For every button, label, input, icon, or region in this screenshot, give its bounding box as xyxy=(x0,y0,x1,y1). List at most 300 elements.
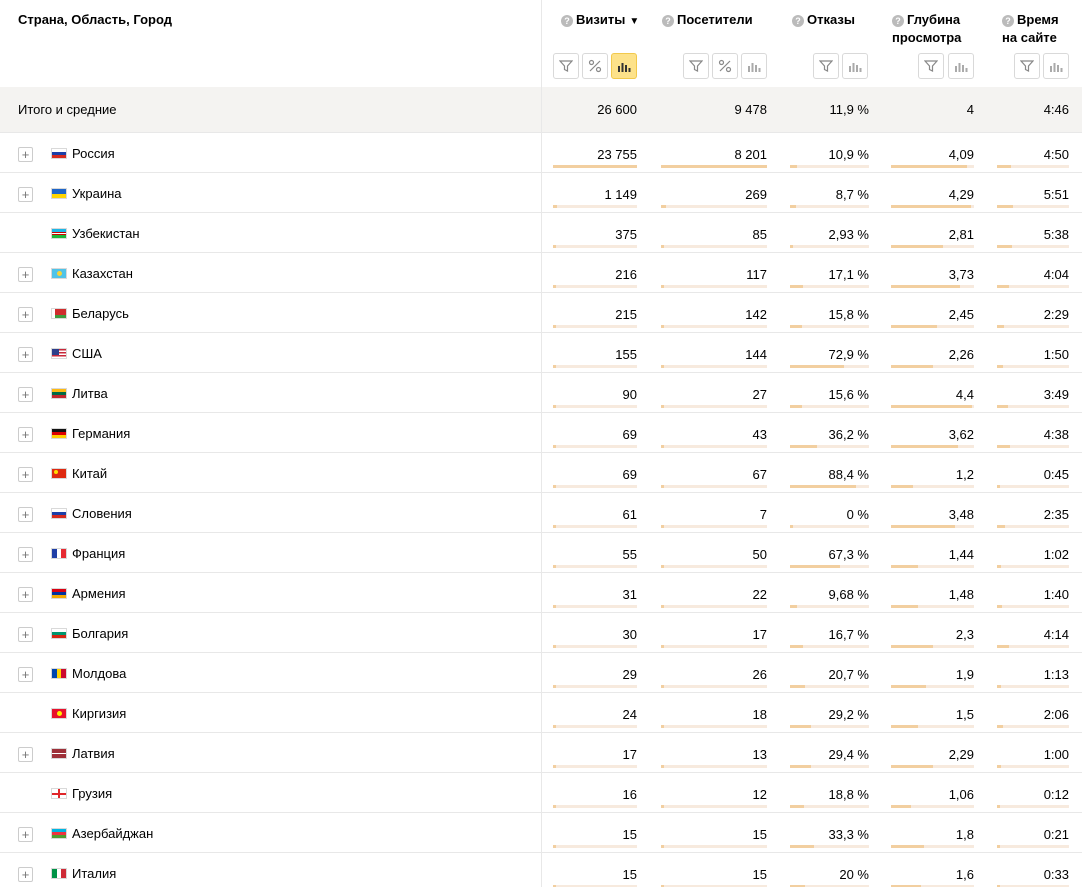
bar-chart-icon xyxy=(747,59,761,73)
bounce-value: 15,8 % xyxy=(828,307,869,322)
bounce-bar xyxy=(790,325,869,328)
visits-value: 1 149 xyxy=(604,187,637,202)
time-bar xyxy=(997,605,1069,608)
visitors-value: 43 xyxy=(752,427,767,442)
bounce-value: 17,1 % xyxy=(828,267,869,282)
time-bar-fill xyxy=(997,365,1003,368)
expand-icon[interactable]: + xyxy=(18,547,33,562)
bounce-bar-fill xyxy=(790,605,797,608)
depth-value: 3,48 xyxy=(948,507,974,522)
time-value: 5:38 xyxy=(1043,227,1069,242)
totals-visits: 26 600 xyxy=(597,102,637,117)
bounce-value: 29,2 % xyxy=(828,707,869,722)
time-value: 2:06 xyxy=(1043,707,1069,722)
depth-bar-fill xyxy=(891,685,926,688)
expand-icon[interactable]: + xyxy=(18,187,33,202)
visitors-value: 17 xyxy=(752,627,767,642)
bounce-bar xyxy=(790,605,869,608)
bounce-value: 16,7 % xyxy=(828,627,869,642)
depth-bar xyxy=(891,685,974,688)
visits-bar xyxy=(553,165,637,168)
time-bar-fill xyxy=(997,725,1003,728)
depth-bar-fill xyxy=(891,525,955,528)
country-name[interactable]: Узбекистан xyxy=(72,226,140,241)
bounce-header[interactable]: ? Отказы xyxy=(792,11,855,29)
totals-label: Итого и средние xyxy=(18,102,117,117)
expand-icon[interactable]: + xyxy=(18,587,33,602)
visits-value: 15 xyxy=(622,867,637,882)
bounce-bar-fill xyxy=(790,725,811,728)
flag-icon xyxy=(51,348,67,359)
visitors-bar xyxy=(661,165,767,168)
depth-bar xyxy=(891,605,974,608)
time-bar-fill xyxy=(997,285,1009,288)
bounce-bar xyxy=(790,405,869,408)
bar-chart-icon xyxy=(848,59,862,73)
visits-value: 215 xyxy=(615,307,637,322)
visits-bar-fill xyxy=(553,645,556,648)
time-bar-fill xyxy=(997,525,1005,528)
depth-bar-fill xyxy=(891,245,943,248)
depth-bar xyxy=(891,485,974,488)
bounce-bar xyxy=(790,645,869,648)
expand-icon[interactable]: + xyxy=(18,627,33,642)
depth-bar xyxy=(891,845,974,848)
visits-value: 23 755 xyxy=(597,147,637,162)
visits-value: 29 xyxy=(622,667,637,682)
depth-bar xyxy=(891,365,974,368)
bounce-value: 33,3 % xyxy=(828,827,869,842)
depth-header[interactable]: ? Глубина просмотра xyxy=(892,12,962,45)
flag-icon xyxy=(51,428,67,439)
time-bar-fill xyxy=(997,405,1008,408)
bounce-value: 67,3 % xyxy=(828,547,869,562)
time-value: 1:40 xyxy=(1043,587,1069,602)
visitors-value: 144 xyxy=(745,347,767,362)
depth-value: 1,9 xyxy=(955,667,974,682)
depth-bar-fill xyxy=(891,205,971,208)
depth-bar-fill xyxy=(891,725,918,728)
help-icon[interactable]: ? xyxy=(792,15,804,27)
flag-icon xyxy=(51,228,67,239)
visits-bar xyxy=(553,325,637,328)
visitors-bar xyxy=(661,845,767,848)
filter-icon xyxy=(559,59,573,73)
expand-icon[interactable]: + xyxy=(18,867,33,882)
country-name[interactable]: Словения xyxy=(72,506,132,521)
visitors-bar-fill xyxy=(661,325,664,328)
country-name[interactable]: Китай xyxy=(72,466,108,481)
percent-icon xyxy=(588,59,602,73)
dimension-header[interactable]: Страна, Область, Город xyxy=(18,12,172,27)
time-bar xyxy=(997,325,1069,328)
flag-icon xyxy=(51,148,67,159)
time-bar-fill xyxy=(997,605,1002,608)
time-bar-fill xyxy=(997,485,1000,488)
time-bar-fill xyxy=(997,805,1000,808)
visits-value: 69 xyxy=(622,427,637,442)
time-bar-fill xyxy=(997,645,1009,648)
country-name[interactable]: США xyxy=(72,346,102,361)
bounce-bar-fill xyxy=(790,485,856,488)
visits-value: 30 xyxy=(622,627,637,642)
visitors-value: 26 xyxy=(752,667,767,682)
visits-bar-fill xyxy=(553,685,556,688)
time-bar-fill xyxy=(997,445,1010,448)
time-value: 2:29 xyxy=(1043,307,1069,322)
help-icon[interactable]: ? xyxy=(662,15,674,27)
bounce-value: 8,7 % xyxy=(835,187,869,202)
bar-chart-icon xyxy=(1049,59,1063,73)
visits-bar-fill xyxy=(553,165,637,168)
depth-value: 4,09 xyxy=(948,147,974,162)
column-divider xyxy=(541,0,542,887)
visitors-bar xyxy=(661,445,767,448)
time-bar xyxy=(997,485,1069,488)
visitors-percent-button[interactable] xyxy=(712,53,738,79)
visitors-bar-fill xyxy=(661,205,666,208)
visits-bar-fill xyxy=(553,405,556,408)
expand-icon[interactable]: + xyxy=(18,747,33,762)
visits-bar xyxy=(553,365,637,368)
depth-bar-fill xyxy=(891,765,933,768)
depth-bar xyxy=(891,325,974,328)
bounce-bar xyxy=(790,845,869,848)
visits-value: 31 xyxy=(622,587,637,602)
depth-value: 1,06 xyxy=(948,787,974,802)
expand-icon[interactable]: + xyxy=(18,267,33,282)
visits-bar-fill xyxy=(553,605,556,608)
visitors-value: 50 xyxy=(752,547,767,562)
visits-value: 55 xyxy=(622,547,637,562)
visitors-bar-fill xyxy=(661,485,664,488)
visits-filter-button[interactable] xyxy=(553,53,579,79)
country-name[interactable]: Армения xyxy=(72,586,126,601)
flag-icon xyxy=(51,828,67,839)
visitors-value: 15 xyxy=(752,827,767,842)
visits-bar-fill xyxy=(553,245,556,248)
depth-bar-fill xyxy=(891,645,933,648)
country-name[interactable]: Германия xyxy=(72,426,131,441)
country-name[interactable]: Беларусь xyxy=(72,306,129,321)
country-name[interactable]: Латвия xyxy=(72,746,115,761)
expand-icon[interactable]: + xyxy=(18,147,33,162)
bounce-bar xyxy=(790,365,869,368)
flag-icon xyxy=(51,388,67,399)
depth-value: 4,29 xyxy=(948,187,974,202)
depth-value: 2,45 xyxy=(948,307,974,322)
time-bar xyxy=(997,845,1069,848)
country-name[interactable]: Молдова xyxy=(72,666,127,681)
visits-bar xyxy=(553,445,637,448)
visitors-value: 269 xyxy=(745,187,767,202)
flag-icon xyxy=(51,788,67,799)
flag-icon xyxy=(51,268,67,279)
depth-value: 4,4 xyxy=(955,387,974,402)
country-name[interactable]: Казахстан xyxy=(72,266,133,281)
visitors-value: 22 xyxy=(752,587,767,602)
depth-value: 3,73 xyxy=(948,267,974,282)
visits-header[interactable]: ? Визиты ▼ xyxy=(561,11,639,31)
flag-icon xyxy=(51,668,67,679)
visitors-bar xyxy=(661,685,767,688)
visits-bar xyxy=(553,645,637,648)
time-bar-fill xyxy=(997,325,1004,328)
depth-value: 2,81 xyxy=(948,227,974,242)
time-value: 0:45 xyxy=(1043,467,1069,482)
bounce-value: 9,68 % xyxy=(828,587,869,602)
visits-bar-fill xyxy=(553,485,556,488)
visits-percent-button[interactable] xyxy=(582,53,608,79)
bounce-bar xyxy=(790,245,869,248)
visits-bars-button[interactable] xyxy=(611,53,637,79)
visits-bar-fill xyxy=(553,805,556,808)
visits-bar xyxy=(553,285,637,288)
visitors-bar xyxy=(661,205,767,208)
flag-icon xyxy=(51,628,67,639)
bounce-bar xyxy=(790,765,869,768)
country-name[interactable]: Азербайджан xyxy=(72,826,154,841)
visits-bar-fill xyxy=(553,525,556,528)
depth-bar-fill xyxy=(891,565,918,568)
visitors-filter-button[interactable] xyxy=(683,53,709,79)
depth-bar-fill xyxy=(891,325,937,328)
flag-icon xyxy=(51,308,67,319)
expand-icon[interactable]: + xyxy=(18,387,33,402)
time-header[interactable]: ? Время на сайте xyxy=(1002,12,1059,45)
sort-desc-icon: ▼ xyxy=(629,16,640,27)
visitors-value: 13 xyxy=(752,747,767,762)
time-filter-button[interactable] xyxy=(1014,53,1040,79)
expand-icon[interactable]: + xyxy=(18,307,33,322)
time-bar-fill xyxy=(997,165,1011,168)
expand-icon[interactable]: + xyxy=(18,347,33,362)
visits-bar xyxy=(553,765,637,768)
bounce-bar-fill xyxy=(790,845,814,848)
depth-value: 1,5 xyxy=(955,707,974,722)
flag-icon xyxy=(51,708,67,719)
country-name[interactable]: Россия xyxy=(72,146,115,161)
country-name[interactable]: Грузия xyxy=(72,786,113,801)
time-value: 1:00 xyxy=(1043,747,1069,762)
depth-bar-fill xyxy=(891,845,924,848)
visitors-bar xyxy=(661,645,767,648)
visitors-bar-fill xyxy=(661,445,664,448)
bounce-bar-fill xyxy=(790,565,840,568)
totals-time: 4:46 xyxy=(1043,102,1069,117)
visits-bar xyxy=(553,485,637,488)
bounce-bar xyxy=(790,725,869,728)
visitors-bar xyxy=(661,765,767,768)
time-bar xyxy=(997,645,1069,648)
country-name[interactable]: Болгария xyxy=(72,626,129,641)
visitors-header[interactable]: ? Посетители xyxy=(662,11,753,29)
time-value: 2:35 xyxy=(1043,507,1069,522)
visits-bar xyxy=(553,245,637,248)
visits-bar xyxy=(553,205,637,208)
depth-value: 1,2 xyxy=(955,467,974,482)
bounce-bar-fill xyxy=(790,245,793,248)
visitors-bar-fill xyxy=(661,565,664,568)
bounce-bar xyxy=(790,485,869,488)
country-name[interactable]: Киргизия xyxy=(72,706,127,721)
depth-bar xyxy=(891,805,974,808)
visitors-bar-fill xyxy=(661,685,664,688)
visits-bar xyxy=(553,725,637,728)
visits-bar xyxy=(553,525,637,528)
visitors-value: 12 xyxy=(752,787,767,802)
visitors-value: 8 201 xyxy=(734,147,767,162)
country-name[interactable]: Италия xyxy=(72,866,117,881)
visits-bar-fill xyxy=(553,725,556,728)
visitors-value: 27 xyxy=(752,387,767,402)
bar-chart-icon xyxy=(617,59,631,73)
visitors-bar-fill xyxy=(661,285,664,288)
totals-depth: 4 xyxy=(966,102,974,117)
filter-icon xyxy=(924,59,938,73)
expand-icon[interactable]: + xyxy=(18,427,33,442)
depth-bar xyxy=(891,165,974,168)
bounce-bar-fill xyxy=(790,325,802,328)
bounce-value: 29,4 % xyxy=(828,747,869,762)
visitors-value: 7 xyxy=(759,507,767,522)
visitors-bar-fill xyxy=(661,165,767,168)
bounce-bar-fill xyxy=(790,645,803,648)
time-value: 3:49 xyxy=(1043,387,1069,402)
country-name[interactable]: Франция xyxy=(72,546,126,561)
depth-bar xyxy=(891,285,974,288)
percent-icon xyxy=(718,59,732,73)
depth-value: 1,48 xyxy=(948,587,974,602)
bounce-bar-fill xyxy=(790,525,793,528)
visits-value: 216 xyxy=(615,267,637,282)
time-bar-fill xyxy=(997,565,1001,568)
help-icon[interactable]: ? xyxy=(892,15,904,27)
visits-value: 90 xyxy=(622,387,637,402)
visits-bar-fill xyxy=(553,365,556,368)
time-value: 0:33 xyxy=(1043,867,1069,882)
visits-value: 15 xyxy=(622,827,637,842)
depth-bar-fill xyxy=(891,165,967,168)
bounce-bar xyxy=(790,205,869,208)
bounce-filter-button[interactable] xyxy=(813,53,839,79)
bounce-bar xyxy=(790,805,869,808)
bounce-bar-fill xyxy=(790,405,802,408)
bounce-bar-fill xyxy=(790,285,803,288)
flag-icon xyxy=(51,188,67,199)
visitors-bar xyxy=(661,405,767,408)
visits-bar-fill xyxy=(553,445,556,448)
flag-icon xyxy=(51,868,67,879)
visitors-bar xyxy=(661,605,767,608)
time-value: 1:13 xyxy=(1043,667,1069,682)
depth-bar xyxy=(891,405,974,408)
bounce-value: 36,2 % xyxy=(828,427,869,442)
time-value: 1:02 xyxy=(1043,547,1069,562)
depth-value: 1,8 xyxy=(955,827,974,842)
country-name[interactable]: Литва xyxy=(72,386,108,401)
flag-icon xyxy=(51,548,67,559)
depth-bar xyxy=(891,645,974,648)
bounce-bar-fill xyxy=(790,165,797,168)
visitors-bars-button[interactable] xyxy=(741,53,767,79)
time-value: 4:14 xyxy=(1043,627,1069,642)
visitors-bar-fill xyxy=(661,365,664,368)
visits-bar xyxy=(553,565,637,568)
time-value: 4:04 xyxy=(1043,267,1069,282)
visits-bar-fill xyxy=(553,205,557,208)
depth-bar xyxy=(891,245,974,248)
time-bar-fill xyxy=(997,205,1013,208)
country-name[interactable]: Украина xyxy=(72,186,122,201)
depth-value: 2,29 xyxy=(948,747,974,762)
time-value: 1:50 xyxy=(1043,347,1069,362)
filter-icon xyxy=(689,59,703,73)
visits-bar xyxy=(553,845,637,848)
depth-value: 1,6 xyxy=(955,867,974,882)
depth-value: 1,44 xyxy=(948,547,974,562)
depth-bar-fill xyxy=(891,405,972,408)
bounce-bar-fill xyxy=(790,805,804,808)
visitors-bar xyxy=(661,725,767,728)
time-bar xyxy=(997,405,1069,408)
bounce-bar-fill xyxy=(790,445,817,448)
bounce-value: 0 % xyxy=(846,507,869,522)
bounce-bar-fill xyxy=(790,685,805,688)
expand-icon[interactable]: + xyxy=(18,827,33,842)
bounce-value: 18,8 % xyxy=(828,787,869,802)
depth-bar-fill xyxy=(891,285,960,288)
help-icon[interactable]: ? xyxy=(1002,15,1014,27)
filter-icon xyxy=(819,59,833,73)
time-bars-button[interactable] xyxy=(1043,53,1069,79)
time-value: 0:12 xyxy=(1043,787,1069,802)
time-bar xyxy=(997,205,1069,208)
visitors-bar-fill xyxy=(661,245,664,248)
bounce-value: 20,7 % xyxy=(828,667,869,682)
visits-value: 155 xyxy=(615,347,637,362)
depth-bar-fill xyxy=(891,805,911,808)
visits-bar-fill xyxy=(553,325,556,328)
visitors-bar xyxy=(661,565,767,568)
visitors-bar xyxy=(661,285,767,288)
expand-icon[interactable]: + xyxy=(18,667,33,682)
visits-bar-fill xyxy=(553,285,556,288)
bounce-bars-button[interactable] xyxy=(842,53,868,79)
depth-bar xyxy=(891,445,974,448)
bounce-bar xyxy=(790,685,869,688)
visitors-value: 67 xyxy=(752,467,767,482)
time-value: 5:51 xyxy=(1043,187,1069,202)
depth-bar xyxy=(891,565,974,568)
time-bar-fill xyxy=(997,845,1000,848)
visitors-value: 18 xyxy=(752,707,767,722)
depth-filter-button[interactable] xyxy=(918,53,944,79)
visitors-bar-fill xyxy=(661,845,664,848)
bounce-bar xyxy=(790,165,869,168)
help-icon[interactable]: ? xyxy=(561,15,573,27)
expand-icon[interactable]: + xyxy=(18,467,33,482)
visits-bar xyxy=(553,685,637,688)
depth-value: 2,3 xyxy=(955,627,974,642)
time-value: 4:50 xyxy=(1043,147,1069,162)
visits-value: 24 xyxy=(622,707,637,722)
depth-bars-button[interactable] xyxy=(948,53,974,79)
visits-bar xyxy=(553,805,637,808)
time-bar-fill xyxy=(997,245,1012,248)
expand-icon[interactable]: + xyxy=(18,507,33,522)
visitors-bar xyxy=(661,485,767,488)
